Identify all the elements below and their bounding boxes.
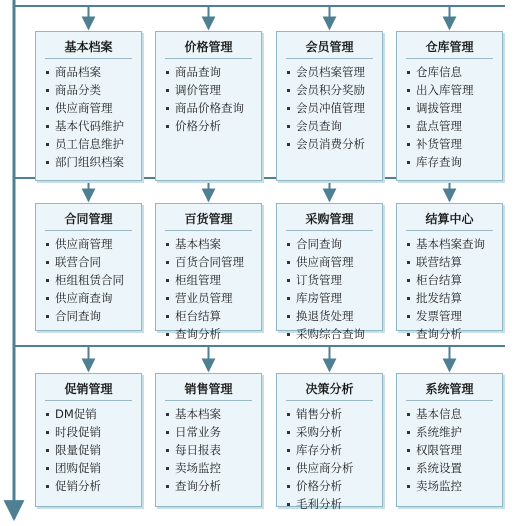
module-box — [396, 373, 503, 507]
module-title-divider — [286, 58, 373, 59]
module-item: 商品查询 — [165, 63, 259, 81]
module-item: 库存查询 — [406, 153, 500, 171]
module-item: 系统维护 — [406, 423, 500, 441]
module-title: 决策分析 — [305, 382, 354, 396]
module-item-list — [286, 405, 380, 513]
module-item: 部门组织档案 — [45, 153, 139, 171]
module-item: 发票管理 — [406, 307, 500, 325]
module-title-divider — [45, 58, 132, 59]
module-box — [35, 203, 142, 331]
module-box — [155, 203, 262, 341]
module-item: 批发结算 — [406, 289, 500, 307]
module-item: 联营结算 — [406, 253, 500, 271]
module-item: 促销分析 — [45, 477, 139, 495]
module-item-list — [165, 235, 259, 343]
module-item: 查询分析 — [406, 325, 500, 343]
module-item: 柜组租赁合同 — [45, 271, 139, 289]
module-item: 盘点管理 — [406, 117, 500, 135]
module-item: 出入库管理 — [406, 81, 500, 99]
module-item: 毛利分析 — [286, 495, 380, 513]
module-item: 团购促销 — [45, 459, 139, 477]
module-item-list — [165, 63, 259, 135]
module-title: 基本档案 — [64, 40, 113, 54]
module-title-divider — [406, 400, 493, 401]
module-item: 供应商管理 — [45, 99, 139, 117]
module-item: 商品价格查询 — [165, 99, 259, 117]
module-item: 商品档案 — [45, 63, 139, 81]
module-title: 系统管理 — [425, 382, 474, 396]
module-item-list — [45, 405, 139, 495]
module-item-list — [45, 63, 139, 171]
module-item: 订货管理 — [286, 271, 380, 289]
module-item: 权限管理 — [406, 441, 500, 459]
module-item: 会员消费分析 — [286, 135, 380, 153]
module-item: 会员查询 — [286, 117, 380, 135]
module-item: 联营合同 — [45, 253, 139, 271]
module-item: 查询分析 — [165, 477, 259, 495]
module-item: 基本档案查询 — [406, 235, 500, 253]
module-item-list — [406, 235, 500, 343]
module-item: 基本信息 — [406, 405, 500, 423]
module-item: 卖场监控 — [165, 459, 259, 477]
module-item: 采购分析 — [286, 423, 380, 441]
module-title: 结算中心 — [425, 212, 474, 226]
module-item: 采购综合查询 — [286, 325, 380, 343]
module-item: 供应商管理 — [45, 235, 139, 253]
module-title: 合同管理 — [64, 212, 113, 226]
module-item-list — [45, 235, 139, 325]
module-item: 基本档案 — [165, 235, 259, 253]
module-title: 百货管理 — [184, 212, 233, 226]
module-item: 合同查询 — [286, 235, 380, 253]
module-item-list — [165, 405, 259, 495]
module-box — [155, 31, 262, 181]
module-item: 价格分析 — [286, 477, 380, 495]
module-item: 商品分类 — [45, 81, 139, 99]
module-item: 仓库信息 — [406, 63, 500, 81]
module-item: 换退货处理 — [286, 307, 380, 325]
module-title: 销售管理 — [184, 382, 233, 396]
module-item-list — [286, 63, 380, 153]
module-box — [396, 31, 503, 181]
module-item: 卖场监控 — [406, 477, 500, 495]
module-box — [35, 31, 142, 181]
module-item: 时段促销 — [45, 423, 139, 441]
module-item-list — [406, 63, 500, 171]
module-item: 会员积分奖励 — [286, 81, 380, 99]
module-title-divider — [165, 230, 252, 231]
module-item: 价格分析 — [165, 117, 259, 135]
module-box — [396, 203, 503, 341]
module-item: 供应商管理 — [286, 253, 380, 271]
module-title-divider — [45, 400, 132, 401]
module-item: 限量促销 — [45, 441, 139, 459]
module-item: 调价管理 — [165, 81, 259, 99]
module-item: 日常业务 — [165, 423, 259, 441]
module-item: 供应商查询 — [45, 289, 139, 307]
module-title-divider — [286, 230, 373, 231]
module-item: 销售分析 — [286, 405, 380, 423]
module-title: 促销管理 — [64, 382, 113, 396]
module-title-divider — [165, 58, 252, 59]
module-box — [276, 373, 383, 511]
module-title-divider — [406, 230, 493, 231]
module-box — [35, 373, 142, 507]
module-item: 员工信息维护 — [45, 135, 139, 153]
module-item: 柜台结算 — [406, 271, 500, 289]
module-box — [276, 203, 383, 341]
module-title-divider — [286, 400, 373, 401]
module-item: 柜组管理 — [165, 271, 259, 289]
module-title: 仓库管理 — [425, 40, 474, 54]
module-item: 查询分析 — [165, 325, 259, 343]
module-item-list — [406, 405, 500, 495]
module-title: 会员管理 — [305, 40, 354, 54]
module-title-divider — [165, 400, 252, 401]
module-item: 柜台结算 — [165, 307, 259, 325]
module-item: 系统设置 — [406, 459, 500, 477]
module-item: 会员冲值管理 — [286, 99, 380, 117]
module-item: 供应商分析 — [286, 459, 380, 477]
module-item: 营业员管理 — [165, 289, 259, 307]
module-item: DM促销 — [45, 405, 139, 423]
module-title: 采购管理 — [305, 212, 354, 226]
module-item: 库存分析 — [286, 441, 380, 459]
module-box — [276, 31, 383, 181]
module-item: 会员档案管理 — [286, 63, 380, 81]
module-title-divider — [406, 58, 493, 59]
module-title: 价格管理 — [184, 40, 233, 54]
module-item: 百货合同管理 — [165, 253, 259, 271]
module-item: 基本档案 — [165, 405, 259, 423]
module-item: 补货管理 — [406, 135, 500, 153]
module-item: 基本代码维护 — [45, 117, 139, 135]
module-title-divider — [45, 230, 132, 231]
module-item: 每日报表 — [165, 441, 259, 459]
module-item: 库房管理 — [286, 289, 380, 307]
module-item: 调拔管理 — [406, 99, 500, 117]
module-item-list — [286, 235, 380, 343]
module-box — [155, 373, 262, 507]
module-item: 合同查询 — [45, 307, 139, 325]
